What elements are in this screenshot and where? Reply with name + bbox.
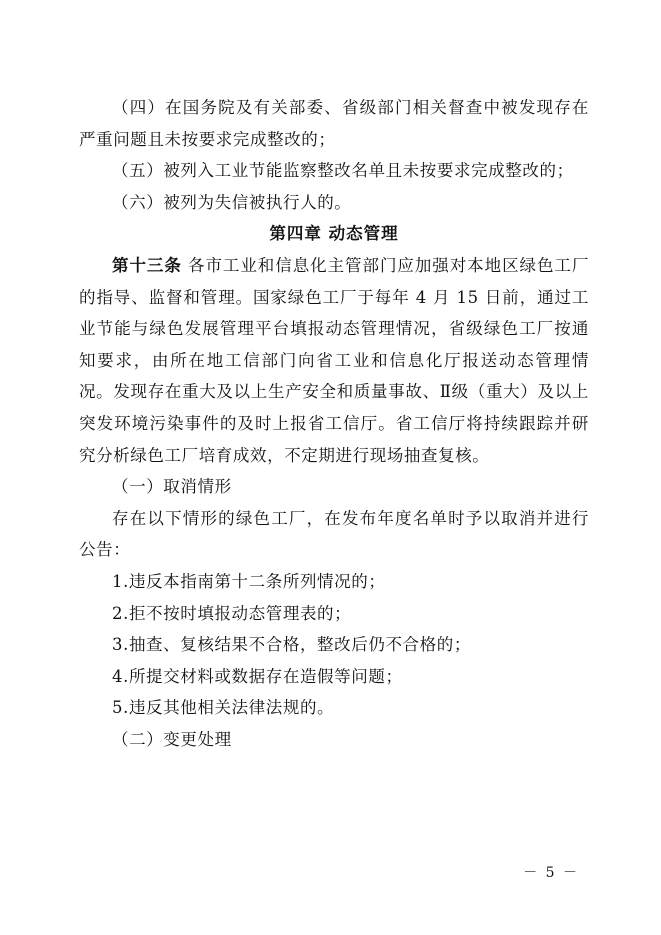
- article-13-body: 各市工业和信息化主管部门应加强对本地区绿色工厂的指导、监督和管理。国家绿色工厂于每年 4 月 15 日前，通过工业节能与绿色发展管理平台填报动态管理情况，省级绿色工厂按通知要求，由所在地工信部门向省工业和信息化厅报送动态管理情况。发现存在重大及以上生产安全和质量事故、Ⅱ级（重大）及以上突发环境污染事件的及时上报省工信厅。省工信厅将持续跟踪并研究分析绿色工厂培育成效，不定期进行现场抽查复核。: [79, 255, 589, 465]
- section-1-item: 2.拒不按时填报动态管理表的；: [112, 603, 352, 623]
- section-1-intro: 存在以下情形的绿色工厂，在发布年度名单时予以取消并进行公告：: [79, 508, 589, 560]
- paragraph-item-6: （六）被列为失信被执行人的。: [112, 192, 352, 212]
- section-1-heading: （一）取消情形: [112, 477, 232, 497]
- section-2-heading: （二）变更处理: [112, 729, 232, 749]
- chapter-heading: 第四章 动态管理: [269, 224, 399, 244]
- paragraph-item-4: （四）在国务院及有关部委、省级部门相关督查中被发现存在严重问题且未按要求完成整改的；: [79, 98, 589, 149]
- document-body: [79, 92, 589, 755]
- article-13-paragraph: [79, 250, 589, 471]
- section-1-item: 3.抽查、复核结果不合格，整改后仍不合格的；: [112, 635, 471, 655]
- section-1-item: 5.违反其他相关法律法规的。: [112, 698, 335, 718]
- page-number: － 5 －: [523, 865, 579, 881]
- section-1-item: 4.所提交材料或数据存在造假等问题；: [112, 666, 403, 686]
- section-1-item: 1.违反本指南第十二条所列情况的；: [112, 571, 386, 591]
- paragraph-item-5: （五）被列入工业节能监察整改名单且未按要求完成整改的；: [112, 161, 574, 181]
- article-number: 第十三条: [112, 255, 182, 275]
